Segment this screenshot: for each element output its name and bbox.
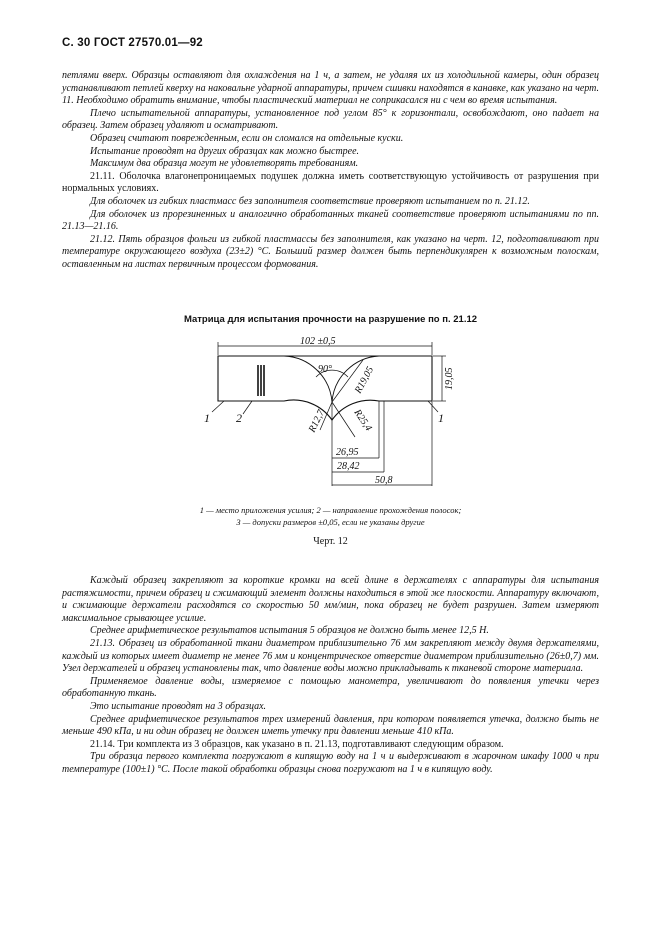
clause-21-12: 21.12. Пять образцов фольги из гибкой пластмассы без заполнителя, как указано на черт. 12, подготавливают при температуре окружающего воздуха (23±2) °С. Больший размер должен быть перпендикулярен к возможным полоскам, оставленным на листах первичным процессом формования. [62,233,599,270]
dim-overall: 102 ±0,5 [300,336,336,347]
dim-r19: R19,05 [352,364,377,396]
paragraph: Испытание проводят на других образцах как можно быстрее. [90,145,360,157]
paragraph: Каждый образец закрепляют за короткие кромки на всей длине в держателях с аппаратуры для испытания растяжимости, причем образец и сжимающий элемент должны находиться в этой же плоскости. Аппаратуру включают, и сжимающие держатели расходятся со скоростью 50 мм/мин, пока образец не будет разрушен. Затем измеряют максимальное срывающее усилие. [62,575,599,624]
figure-number: Черт. 12 [313,536,348,547]
clause-21-11: 21.11. Оболочка влагонепроницаемых подушек должна иметь соответствующую устойчивость от разрушения при нормальных условиях. [62,170,599,195]
paragraph: Плечо испытательной аппаратуры, установленное под углом 85° к горизонтали, освобождают, оно падает на образец. Затем образец удаляют и осматривают. [62,107,599,132]
dim-height: 19,05 [444,367,455,390]
caption-line-1: 1 — место приложения усилия; 2 — направление прохождения полосок; [199,505,462,515]
paragraph: Для оболочек из прорезиненных и аналогично обработанных тканей соответствие проверяют испытаниями по пп. 21.13—21.16. [62,208,599,233]
paragraph: Применяемое давление воды, измеряемое с помощью манометра, увеличивают до появления утечки через обработанную ткань. [62,675,599,700]
paragraph: петлями вверх. Образцы оставляют для охлаждения на 1 ч, а затем, не удаляя их из холодильной камеры, один образец устанавливают петлей кверху на наковальне ударной аппаратуры, причем сшивки находятся в канавке, как указано на черт. 11. Необходимо обратить внимание, чтобы пластический материал не соприкасался ни с чем во время испытания. [62,70,599,107]
dim-r12: R12,7 [306,408,328,435]
paragraph: Для оболочек из гибких пластмасс без заполнителя соответствие проверяют испытанием по п. 21.12. [90,195,530,207]
label-1-left: 1 [204,411,210,425]
text-block-bottom [62,575,599,777]
label-1-right: 1 [438,411,444,425]
arc-left [284,356,332,402]
paragraph: Образец считают поврежденным, если он сломался на отдельные куски. [90,132,404,144]
figure-caption [62,504,599,528]
paragraph: Это испытание проводят на 3 образцах. [90,700,267,712]
dim-50-8: 50,8 [375,475,393,486]
paragraph: Среднее арифметическое результатов испытания 5 образцов не должно быть менее 12,5 Н. [90,625,489,637]
dim-r25: R25,4 [351,407,374,434]
arc-right [332,356,379,402]
page-header: С. 30 ГОСТ 27570.01—92 [62,37,203,49]
dim-26-95: 26,95 [336,447,359,458]
clause-21-14: 21.14. Три комплекта из 3 образцов, как указано в п. 21.13, подготавливают следующим образом. [90,738,504,750]
dim-angle: 90° [318,364,332,375]
clause-21-13: 21.13. Образец из обработанной ткани диаметром приблизительно 76 мм закрепляют между двумя держателями, каждый из которых имеет диаметр не менее 76 мм и концентрическое отверстие диаметром приблизительно (26±0,7) мм. Узел держателей и образец установлены так, что давление воды можно прикладывать к тканевой стороне материала. [62,637,599,675]
dim-28-42: 28,42 [337,461,360,472]
paragraph: Три образца первого комплекта погружают в кипящую воду на 1 ч и выдерживают в жарочном шкафу 1000 ч при температуре (100±1) °С. После такой обработки образцы снова погружают на 1 ч в кипящую воду. [62,751,599,775]
paragraph: Максимум два образца могут не удовлетворять требованиям. [90,158,359,170]
paragraph: Среднее арифметическое результатов трех измерений давления, при котором появляется утечка, должно быть не меньше 490 кПа, и ни один образец не должен иметь утечку при давлении меньше 410 кПа. [62,713,599,738]
label-2: 2 [236,411,242,425]
caption-line-2: 3 — допуски размеров ±0,05, если не указаны другие [236,517,425,527]
figure-title: Матрица для испытания прочности на разрушение по п. 21.12 [183,314,478,325]
